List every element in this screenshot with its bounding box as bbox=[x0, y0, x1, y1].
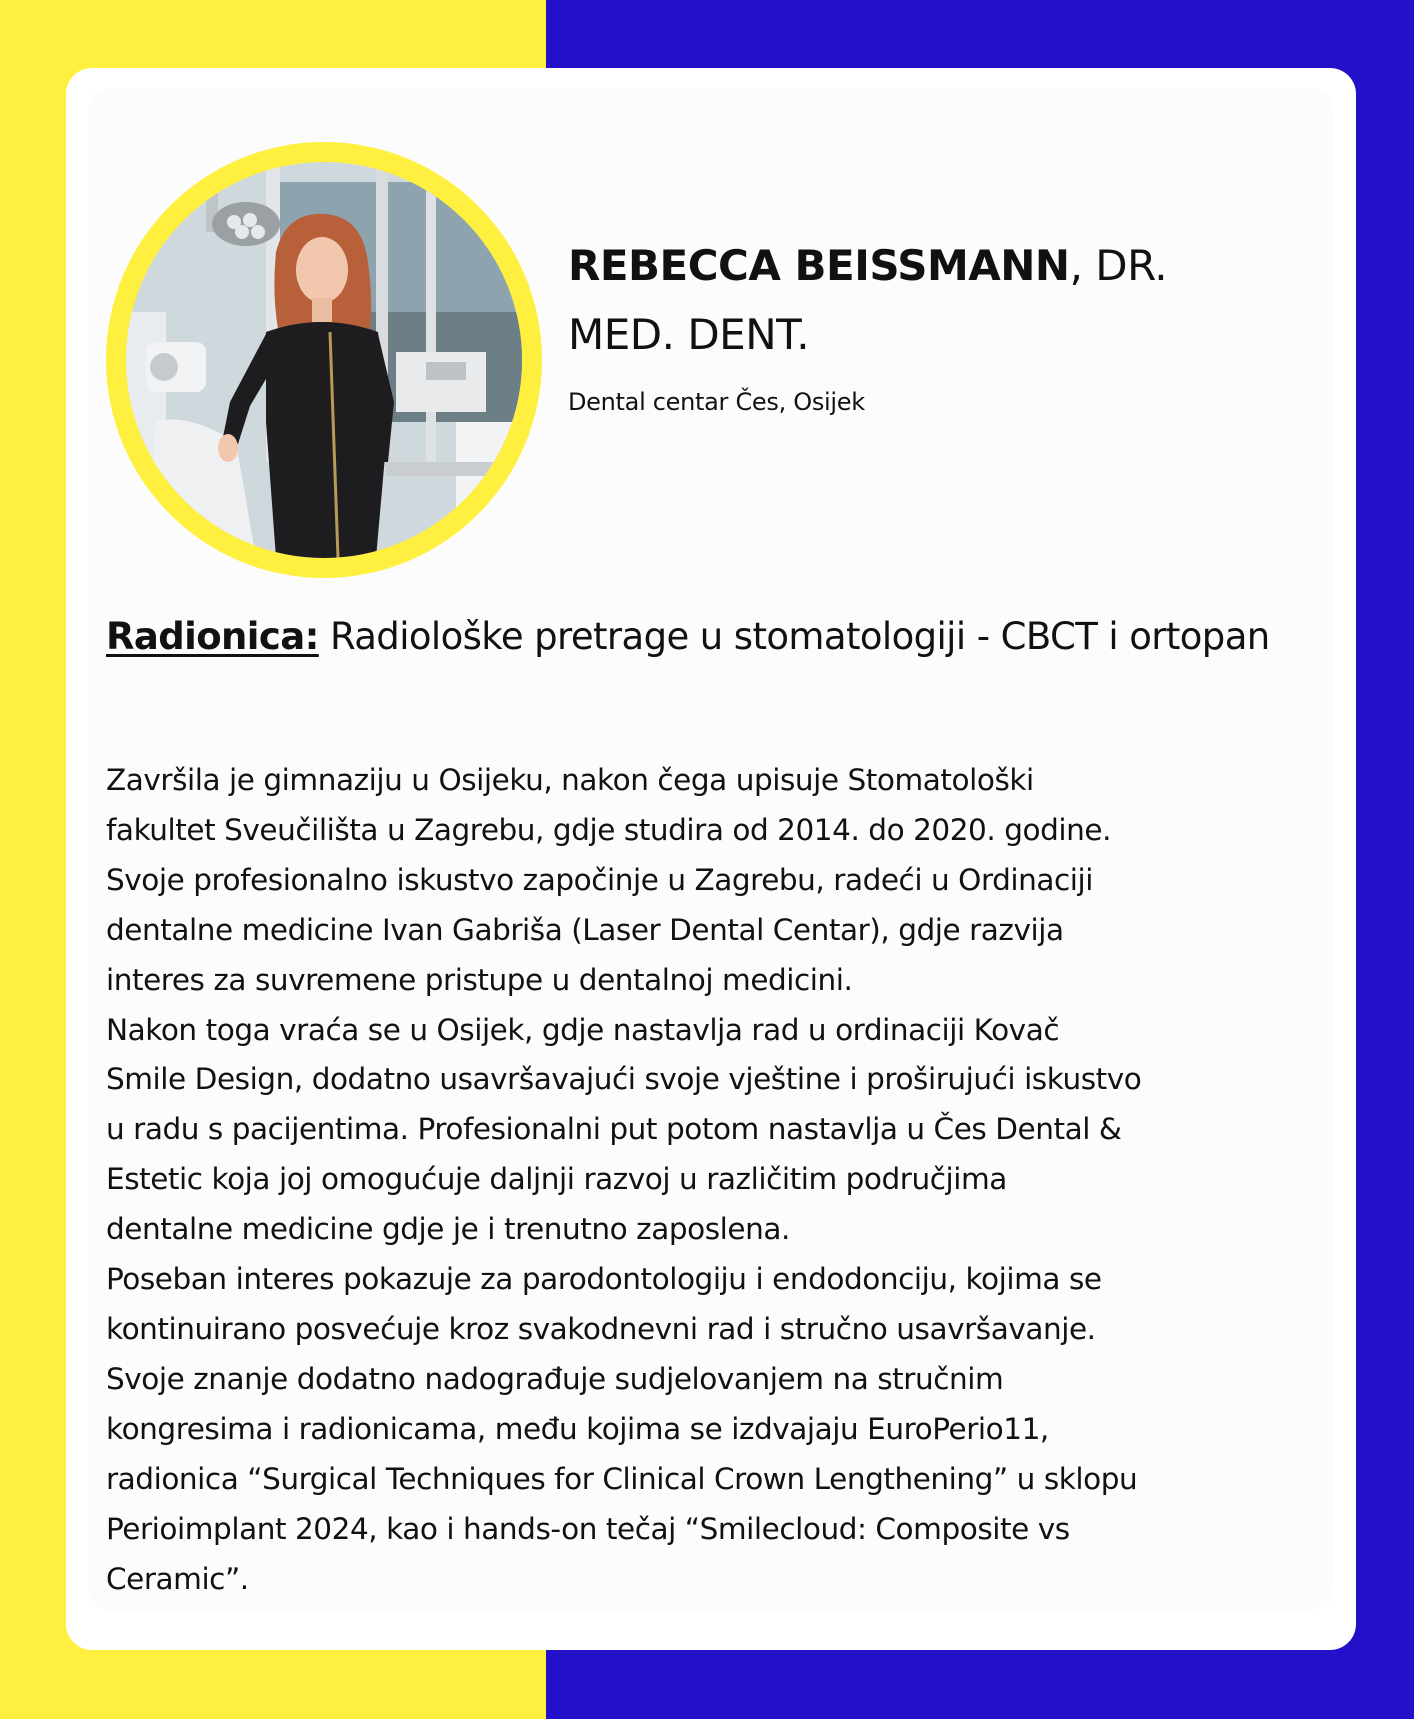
bio-line: Završila je gimnaziju u Osijeku, nakon čega upisuje Stomatološki bbox=[106, 763, 1034, 797]
bio-line: Perioimplant 2024, kao i hands-on tečaj “Smilecloud: Composite vs bbox=[106, 1511, 1070, 1546]
bio-line: dentalne medicine gdje je i trenutno zaposlena. bbox=[106, 1212, 790, 1247]
bio-line: dentalne medicine Ivan Gabriša (Laser Dental Centar), gdje razvija bbox=[106, 912, 1064, 947]
bio-line: u radu s pacijentima. Profesionalni put potom nastavlja u Čes Dental & bbox=[106, 1112, 1122, 1147]
bio-line: Svoje znanje dodatno nadograđuje sudjelovanjem na stručnim bbox=[106, 1361, 1004, 1396]
speaker-name-bold: REBECCA BEISSMANN bbox=[568, 241, 1070, 290]
bio-line: kontinuirano posvećuje kroz svakodnevni rad i stručno usavršavanje. bbox=[106, 1311, 1096, 1346]
workshop-title: Radiološke pretrage u stomatologiji - CBCT i ortopan bbox=[318, 615, 1270, 658]
speaker-card bbox=[66, 68, 1356, 1650]
bio-line: kongresima i radionicama, među kojima se izdvajaju EuroPerio11, bbox=[106, 1411, 1049, 1446]
speaker-name bbox=[568, 231, 1268, 369]
workshop-label: Radionica: bbox=[106, 615, 319, 658]
bio-line: fakultet Sveučilišta u Zagrebu, gdje studira od 2014. do 2020. godine. bbox=[106, 812, 1112, 847]
bio-line: Nakon toga vraća se u Osijek, gdje nastavlja rad u ordinaciji Kovač bbox=[106, 1012, 1060, 1047]
workshop-heading bbox=[106, 606, 1286, 668]
bio-line: Poseban interes pokazuje za parodontologiju i endodonciju, kojima se bbox=[106, 1262, 1102, 1297]
bio-line: Estetic koja joj omogućuje daljnji razvoj u različitim područjima bbox=[106, 1162, 1007, 1197]
speaker-photo bbox=[126, 162, 522, 558]
bio-line: Ceramic”. bbox=[106, 1561, 249, 1596]
bio-line: radionica “Surgical Techniques for Clinical Crown Lengthening” u sklopu bbox=[106, 1461, 1138, 1496]
speaker-affiliation: Dental centar Čes, Osijek bbox=[568, 388, 865, 416]
speaker-biography bbox=[106, 756, 1296, 1604]
bio-line: Smile Design, dodatno usavršavajući svoje vještine i proširujući iskustvo bbox=[106, 1062, 1142, 1097]
bio-line: Svoje profesionalno iskustvo započinje u Zagrebu, radeći u Ordinaciji bbox=[106, 862, 1094, 897]
speaker-degree: , DR. MED. DENT. bbox=[568, 241, 1168, 359]
bio-line: interes za suvremene pristupe u dentalnoj medicini. bbox=[106, 962, 853, 997]
